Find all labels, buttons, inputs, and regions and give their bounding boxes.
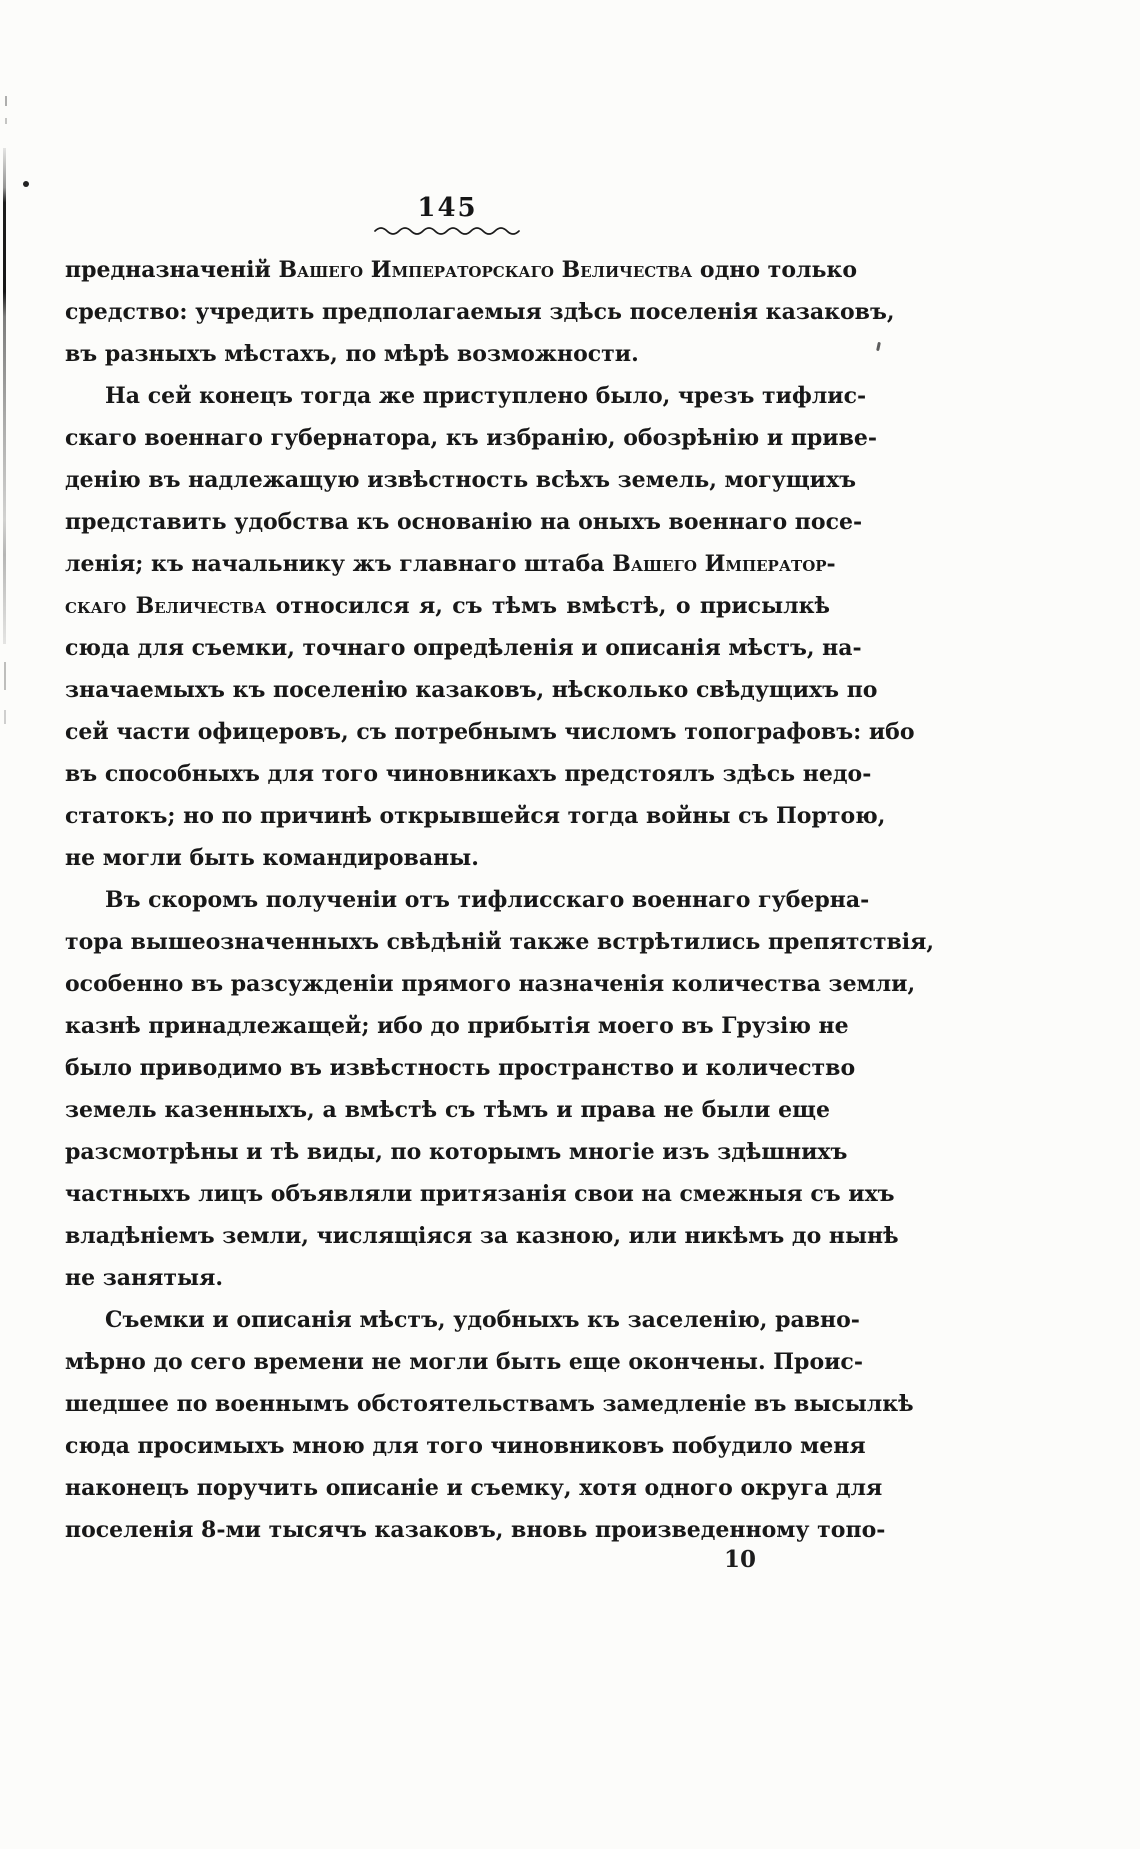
scan-artifact-stray-mark (876, 342, 881, 351)
text-line: земель казенныхъ, а вмѣстѣ съ тѣмъ и права не были еще (65, 1097, 830, 1123)
text-line: На сей конецъ тогда же приступлено было, чрезъ тифлис- (105, 383, 867, 409)
text-line: владѣніемъ земли, числящіяся за казною, или никѣмъ до нынѣ (65, 1223, 899, 1249)
scan-artifact-dash (4, 710, 6, 724)
text-line: средство: учредить предполагаемыя здѣсь поселенія казаковъ, (65, 299, 895, 325)
wavy-underline-icon (65, 224, 830, 236)
scan-artifact-ink-dot (23, 181, 29, 187)
text-line: частныхъ лицъ объявляли притязанія свои на смежныя съ ихъ (65, 1181, 895, 1207)
text-line: значаемыхъ къ поселенію казаковъ, нѣсколько свѣдущихъ по (65, 677, 878, 703)
text-line: казнѣ принадлежащей; ибо до прибытія моего въ Грузію не (65, 1013, 849, 1039)
text-line: особенно въ разсужденіи прямого назначенія количества земли, (65, 971, 916, 997)
text-line: ленія; къ начальнику жъ главнаго штаба Вашего Император- (65, 551, 836, 577)
scan-artifact-dash (5, 96, 7, 106)
text-line: статокъ; но по причинѣ открывшейся тогда войны съ Портою, (65, 803, 886, 829)
text-line: скаго военнаго губернатора, къ избранію, обозрѣнію и приве- (65, 425, 878, 451)
signature-number: 10 (723, 1546, 756, 1573)
text-line: наконецъ поручить описаніе и съемку, хотя одного округа для (65, 1475, 883, 1501)
scan-artifact-dash (4, 662, 6, 690)
scan-artifact-edge-line (3, 148, 6, 644)
text-line: Въ скоромъ полученіи отъ тифлисскаго военнаго губерна- (105, 887, 870, 913)
text-line: поселенія 8-ми тысячъ казаковъ, вновь произведенному топо- (65, 1517, 886, 1543)
scan-artifact-dash (5, 118, 7, 124)
text-line: было приводимо въ извѣстность пространство и количество (65, 1055, 856, 1081)
text-line: скаго Величества относился я, съ тѣмъ вмѣстѣ, о присылкѣ (65, 593, 830, 619)
text-line: сюда для съемки, точнаго опредѣленія и описанія мѣстъ, на- (65, 635, 862, 661)
text-line: предназначеній Вашего Императорскаго Величества одно только (65, 257, 857, 283)
text-line: не занятыя. (65, 1265, 224, 1291)
text-line: мѣрно до сего времени не могли быть еще окончены. Проис- (65, 1349, 863, 1375)
text-line: тора вышеозначенныхъ свѣдѣній также встрѣтились препятствія, (65, 929, 935, 955)
text-block (65, 249, 935, 1551)
text-line: сей части офицеровъ, съ потребнымъ числомъ топографовъ: ибо (65, 719, 915, 745)
text-line: въ разныхъ мѣстахъ, по мѣрѣ возможности. (65, 341, 639, 367)
text-line: не могли быть командированы. (65, 845, 479, 871)
text-line: представить удобства къ основанію на оныхъ военнаго посе- (65, 509, 863, 535)
page-header (65, 193, 830, 236)
page-number-top: 145 (417, 193, 478, 223)
text-line: въ способныхъ для того чиновникахъ предстоялъ здѣсь недо- (65, 761, 872, 787)
text-line: денію въ надлежащую извѣстность всѣхъ земель, могущихъ (65, 467, 856, 493)
text-line: сюда просимыхъ мною для того чиновниковъ побудило меня (65, 1433, 866, 1459)
text-line: шедшее по военнымъ обстоятельствамъ замедленіе въ высылкѣ (65, 1391, 914, 1417)
text-line: разсмотрѣны и тѣ виды, по которымъ многіе изъ здѣшнихъ (65, 1139, 848, 1165)
text-line: Съемки и описанія мѣстъ, удобныхъ къ заселенію, равно- (105, 1307, 860, 1333)
